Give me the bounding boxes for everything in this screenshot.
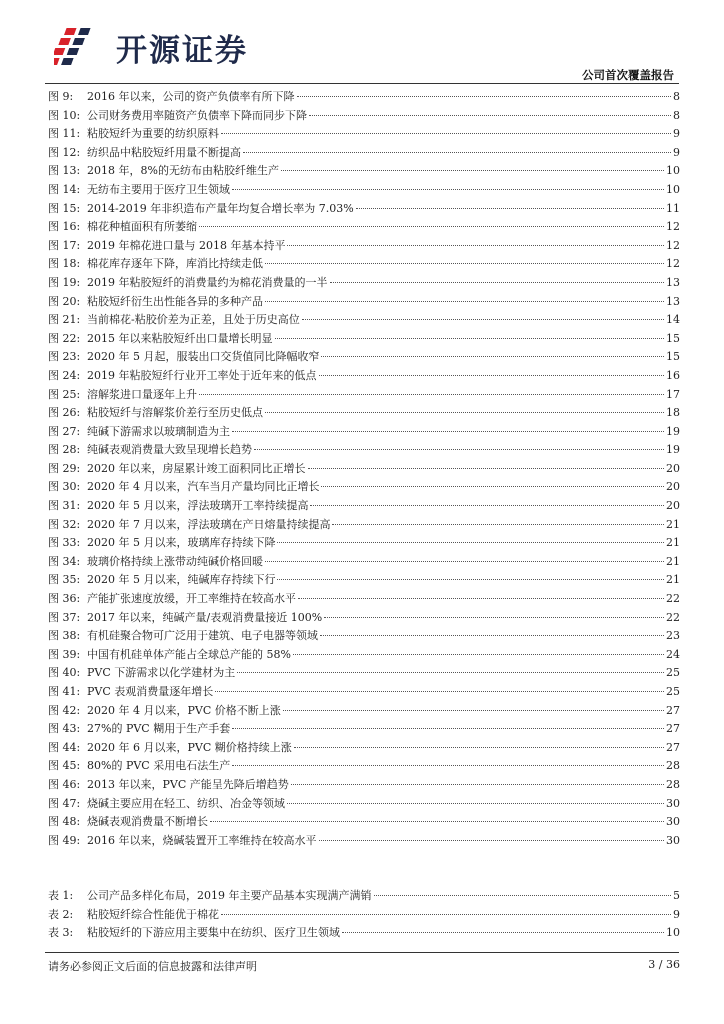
toc-entry[interactable] — [48, 497, 680, 516]
toc-entry-page: 13 — [666, 294, 680, 308]
toc-entry-title: 粘胶短纤衍生出性能各异的多种产品 — [87, 294, 263, 308]
toc-entry-title: 无纺布主要用于医疗卫生领域 — [87, 182, 230, 196]
toc-entry-page: 21 — [666, 536, 680, 550]
toc-entry-title: 2017 年以来，纯碱产量/表观消费量接近 100% — [87, 610, 323, 624]
toc-leader-dots — [265, 263, 664, 264]
toc-entry-title: 公司产品多样化布局，2019 年主要产品基本实现满产满销 — [87, 889, 372, 902]
toc-entry[interactable] — [48, 590, 680, 609]
toc-entry[interactable] — [48, 218, 680, 237]
toc-leader-dots — [265, 301, 664, 302]
toc-entry-page: 10 — [666, 926, 680, 940]
toc-entry-number: 图 10: — [48, 108, 81, 122]
toc-entry-title: 2019 年粘胶短纤行业开工率处于近年来的低点 — [87, 368, 317, 382]
toc-entry-title: 纯碱表观消费量大致呈现增长趋势 — [87, 443, 252, 457]
toc-leader-dots — [319, 840, 665, 841]
toc-entry-page: 23 — [666, 629, 680, 643]
toc-leader-dots — [215, 691, 664, 692]
toc-leader-dots — [232, 189, 664, 190]
toc-leader-dots — [374, 895, 672, 896]
toc-entry-title: 产能扩张速度放缓，开工率维持在较高水平 — [87, 592, 296, 606]
toc-entry[interactable] — [48, 795, 680, 814]
toc-entry[interactable] — [48, 887, 680, 906]
toc-entry[interactable] — [48, 237, 680, 256]
toc-entry-page: 25 — [666, 685, 680, 698]
toc-entry[interactable] — [48, 125, 680, 144]
toc-entry[interactable] — [48, 460, 680, 479]
footer-disclaimer: 请务必参阅正文后面的信息披露和法律声明 — [48, 960, 257, 973]
toc-leader-dots — [332, 524, 664, 525]
toc-entry[interactable] — [48, 813, 680, 832]
toc-leader-dots — [232, 765, 664, 766]
toc-entry-title: 纺织品中粘胶短纤用量不断提高 — [87, 145, 241, 159]
toc-entry[interactable] — [48, 423, 680, 442]
toc-entry-title: 2020 年 4 月以来，PVC 价格不断上涨 — [87, 703, 281, 717]
toc-leader-dots — [237, 672, 664, 673]
toc-leader-dots — [297, 96, 672, 97]
toc-entry[interactable] — [48, 107, 680, 126]
report-type-label: 公司首次覆盖报告 — [582, 68, 674, 82]
toc-leader-dots — [243, 152, 671, 153]
toc-leader-dots — [330, 282, 665, 283]
toc-entry-number: 图 34: — [48, 554, 81, 568]
toc-entry-page: 30 — [666, 815, 680, 829]
toc-entry-page: 19 — [666, 443, 680, 457]
toc-leader-dots — [320, 635, 664, 636]
toc-entry[interactable] — [48, 702, 680, 721]
toc-entry-page: 15 — [666, 350, 680, 364]
toc-leader-dots — [221, 914, 671, 915]
toc-leader-dots — [254, 449, 664, 450]
toc-entry-number: 表 3: — [48, 926, 74, 940]
toc-entry-number: 图 43: — [48, 722, 81, 736]
toc-entry-page: 30 — [666, 796, 680, 810]
toc-entry-title: 2018 年，8%的无纺布由粘胶纤维生产 — [87, 164, 279, 178]
brand-name: 开源证券 — [116, 32, 248, 69]
toc-entry-number: 图 19: — [48, 275, 81, 289]
toc-entry-page: 28 — [666, 777, 680, 791]
toc-leader-dots — [232, 728, 664, 729]
toc-entry-title: 2014-2019 年非织造布产量年均复合增长率为 7.03% — [87, 201, 354, 215]
toc-entry-page: 28 — [666, 759, 680, 773]
page-number: 3 / 36 — [648, 958, 680, 971]
toc-leader-dots — [277, 579, 664, 580]
toc-entry-page: 18 — [666, 406, 680, 420]
toc-entry-page: 12 — [666, 220, 680, 234]
toc-leader-dots — [199, 394, 664, 395]
toc-entry-page: 19 — [666, 424, 680, 438]
toc-leader-dots — [309, 115, 671, 116]
toc-entry-number: 图 38: — [48, 629, 81, 643]
toc-entry[interactable] — [48, 478, 680, 497]
toc-entry[interactable] — [48, 553, 680, 572]
toc-leader-dots — [287, 245, 664, 246]
toc-entry[interactable] — [48, 720, 680, 739]
toc-entry-title: 溶解浆进口量逐年上升 — [87, 387, 197, 401]
toc-entry-page: 8 — [673, 90, 680, 103]
toc-entry-number: 图 22: — [48, 331, 81, 345]
toc-entry-number: 图 13: — [48, 164, 81, 178]
toc-entry-number: 图 12: — [48, 145, 81, 159]
toc-entry-number: 表 1: — [48, 889, 74, 902]
toc-leader-dots — [277, 542, 664, 543]
toc-entry-page: 22 — [666, 610, 680, 624]
toc-entry-page: 20 — [666, 461, 680, 475]
toc-entry-page: 20 — [666, 499, 680, 513]
toc-leader-dots — [232, 431, 664, 432]
toc-entry[interactable] — [48, 776, 680, 795]
toc-entry[interactable] — [48, 924, 680, 943]
toc-entry[interactable] — [48, 404, 680, 423]
toc-entry-number: 图 39: — [48, 647, 81, 661]
toc-entry[interactable] — [48, 293, 680, 312]
toc-leader-dots — [275, 338, 665, 339]
toc-entry-number: 图 45: — [48, 759, 81, 773]
toc-entry-page: 20 — [666, 480, 680, 494]
toc-entry-page: 5 — [673, 889, 680, 902]
toc-leader-dots — [283, 710, 664, 711]
toc-leader-dots — [342, 932, 664, 933]
toc-entry-page: 21 — [666, 573, 680, 587]
toc-entry-title: 有机硅聚合物可广泛用于建筑、电子电器等领域 — [87, 629, 318, 643]
toc-entry-page: 10 — [666, 182, 680, 196]
toc-entry-title: 80%的 PVC 采用电石法生产 — [87, 759, 231, 773]
toc-entry-page: 27 — [666, 703, 680, 717]
toc-entry-page: 15 — [666, 331, 680, 345]
toc-leader-dots — [210, 821, 664, 822]
toc-entry-page: 27 — [666, 722, 680, 736]
toc-leader-dots — [265, 412, 664, 413]
toc-entry[interactable] — [48, 516, 680, 535]
toc-entry-number: 图 9: — [48, 90, 74, 103]
toc-entry-number: 图 48: — [48, 815, 81, 829]
toc-entry[interactable] — [48, 348, 680, 367]
toc-entry[interactable] — [48, 181, 680, 200]
toc-entry[interactable] — [48, 627, 680, 646]
toc-entry-number: 图 44: — [48, 740, 81, 754]
toc-entry-number: 图 49: — [48, 833, 81, 847]
toc-entry-page: 21 — [666, 554, 680, 568]
toc-entry[interactable] — [48, 664, 680, 683]
toc-entry-number: 图 35: — [48, 573, 81, 587]
toc-entry-title: 粘胶短纤为重要的纺织原料 — [87, 127, 219, 141]
toc-entry-title: 2020 年 5 月以来，纯碱库存持续下行 — [87, 573, 276, 587]
toc-entry-page: 9 — [673, 127, 680, 141]
toc-entry[interactable] — [48, 162, 680, 181]
toc-entry-number: 图 15: — [48, 201, 81, 215]
toc-entry[interactable] — [48, 330, 680, 349]
toc-entry[interactable] — [48, 646, 680, 665]
toc-entry-page: 16 — [666, 368, 680, 382]
toc-entry[interactable] — [48, 683, 680, 702]
toc-entry-title: 烧碱主要应用在轻工、纺织、冶金等领域 — [87, 796, 285, 810]
toc-entry-page: 9 — [673, 907, 680, 921]
toc-entry-page: 24 — [666, 647, 680, 661]
toc-entry[interactable] — [48, 757, 680, 776]
toc-entry[interactable] — [48, 367, 680, 386]
toc-entry-title: 纯碱下游需求以玻璃制造为主 — [87, 424, 230, 438]
toc-entry-number: 图 20: — [48, 294, 81, 308]
toc-entry-number: 图 26: — [48, 406, 81, 420]
toc-entry[interactable] — [48, 200, 680, 219]
toc-entry[interactable] — [48, 609, 680, 628]
toc-leader-dots — [319, 375, 665, 376]
toc-entry-number: 图 25: — [48, 387, 81, 401]
toc-entry-title: 中国有机硅单体产能占全球总产能的 58% — [87, 647, 291, 661]
toc-entry-page: 25 — [666, 666, 680, 680]
toc-leader-dots — [265, 561, 664, 562]
toc-entry-page: 30 — [666, 833, 680, 847]
toc-leader-dots — [302, 319, 664, 320]
toc-leader-dots — [356, 208, 664, 209]
toc-leader-dots — [321, 486, 664, 487]
table-list — [48, 887, 680, 943]
toc-entry-title: 27%的 PVC 糊用于生产手套 — [87, 722, 231, 736]
toc-entry-number: 图 36: — [48, 592, 81, 606]
toc-leader-dots — [291, 784, 664, 785]
toc-entry-title: 2020 年 5 月起，服装出口交货值同比降幅收窄 — [87, 350, 320, 364]
toc-entry-number: 图 32: — [48, 517, 81, 531]
toc-entry-title: 2020 年 7 月以来，浮法玻璃在产日熔量持续提高 — [87, 517, 331, 531]
toc-entry-number: 图 21: — [48, 313, 81, 327]
toc-entry-page: 13 — [666, 275, 680, 289]
toc-entry-page: 22 — [666, 592, 680, 606]
toc-entry-page: 12 — [666, 257, 680, 271]
brand-logo — [54, 24, 248, 70]
toc-leader-dots — [308, 468, 665, 469]
toc-entry-title: 粘胶短纤的下游应用主要集中在纺织、医疗卫生领域 — [87, 926, 340, 940]
toc-entry-number: 图 16: — [48, 220, 81, 234]
toc-entry-title: 2015 年以来粘胶短纤出口量增长明显 — [87, 331, 273, 345]
toc-entry-page: 27 — [666, 740, 680, 754]
toc-entry-title: 棉花库存逐年下降，库消比持续走低 — [87, 257, 263, 271]
toc-entry-number: 图 46: — [48, 777, 81, 791]
toc-entry-title: 2013 年以来，PVC 产能呈先降后增趋势 — [87, 777, 289, 791]
toc-entry-page: 11 — [666, 201, 680, 215]
toc-entry-page: 21 — [666, 517, 680, 531]
toc-entry-number: 图 37: — [48, 610, 81, 624]
toc-entry-title: 2019 年粘胶短纤的消费量约为棉花消费量的一半 — [87, 275, 328, 289]
footer-divider — [45, 952, 679, 953]
toc-leader-dots — [294, 747, 664, 748]
toc-entry-page: 12 — [666, 238, 680, 252]
toc-entry-number: 图 23: — [48, 350, 81, 364]
toc-entry-page: 8 — [673, 108, 680, 122]
toc-entry-title: 当前棉花-粘胶价差为正差，且处于历史高位 — [87, 313, 300, 327]
toc-entry-number: 图 18: — [48, 257, 81, 271]
toc-leader-dots — [298, 598, 664, 599]
toc-entry-title: 烧碱表观消费量不断增长 — [87, 815, 208, 829]
toc-entry[interactable] — [48, 88, 680, 107]
toc-entry[interactable] — [48, 906, 680, 925]
toc-entry-number: 图 31: — [48, 499, 81, 513]
toc-entry[interactable] — [48, 832, 680, 851]
toc-entry[interactable] — [48, 255, 680, 274]
toc-entry-page: 14 — [666, 313, 680, 327]
toc-entry-number: 图 41: — [48, 685, 81, 698]
toc-entry-number: 图 40: — [48, 666, 81, 680]
toc-entry-number: 图 27: — [48, 424, 81, 438]
toc-entry[interactable] — [48, 144, 680, 163]
toc-entry-title: 2016 年以来，烧碱装置开工率维持在较高水平 — [87, 833, 317, 847]
toc-leader-dots — [199, 226, 664, 227]
toc-entry[interactable] — [48, 571, 680, 590]
toc-entry[interactable] — [48, 441, 680, 460]
toc-entry-title: 2020 年以来，房屋累计竣工面积同比正增长 — [87, 461, 306, 475]
header-divider — [45, 83, 679, 84]
toc-entry-title: PVC 下游需求以化学建材为主 — [87, 666, 236, 680]
toc-entry-title: 粘胶短纤综合性能优于棉花 — [87, 907, 219, 921]
toc-entry-title: 玻璃价格持续上涨带动纯碱价格回暖 — [87, 554, 263, 568]
toc-entry[interactable] — [48, 311, 680, 330]
toc-entry[interactable] — [48, 386, 680, 405]
toc-entry-number: 图 14: — [48, 182, 81, 196]
toc-leader-dots — [221, 133, 671, 134]
toc-entry-number: 图 11: — [48, 127, 81, 141]
toc-leader-dots — [293, 654, 664, 655]
toc-entry-title: 2020 年 4 月以来，汽车当月产量均同比正增长 — [87, 480, 320, 494]
toc-entry-page: 17 — [666, 387, 680, 401]
toc-entry-title: 2020 年 5 月以来，浮法玻璃开工率持续提高 — [87, 499, 309, 513]
toc-entry-title: 棉花种植面积有所萎缩 — [87, 220, 197, 234]
toc-entry-number: 图 30: — [48, 480, 81, 494]
toc-entry-title: 粘胶短纤与溶解浆价差行至历史低点 — [87, 406, 263, 420]
toc-entry-page: 9 — [673, 145, 680, 159]
toc-entry-number: 图 28: — [48, 443, 81, 457]
toc-entry-title: 公司财务费用率随资产负债率下降而同步下降 — [87, 108, 307, 122]
toc-entry-page: 10 — [666, 164, 680, 178]
toc-entry[interactable] — [48, 739, 680, 758]
toc-leader-dots — [310, 505, 664, 506]
toc-leader-dots — [281, 170, 664, 171]
figure-list — [48, 88, 680, 850]
toc-leader-dots — [287, 803, 664, 804]
toc-entry-number: 图 33: — [48, 536, 81, 550]
toc-entry-number: 图 24: — [48, 368, 81, 382]
toc-entry-number: 表 2: — [48, 907, 74, 921]
toc-entry-number: 图 47: — [48, 796, 81, 810]
toc-entry-title: 2020 年 6 月以来，PVC 糊价格持续上涨 — [87, 740, 292, 754]
toc-leader-dots — [321, 356, 664, 357]
toc-entry-title: PVC 表观消费量逐年增长 — [87, 685, 214, 698]
toc-entry-number: 图 29: — [48, 461, 81, 475]
toc-entry-number: 图 42: — [48, 703, 81, 717]
toc-leader-dots — [324, 617, 664, 618]
toc-entry-title: 2019 年棉花进口量与 2018 年基本持平 — [87, 238, 286, 252]
toc-entry[interactable] — [48, 274, 680, 293]
toc-entry-title: 2016 年以来，公司的资产负债率有所下降 — [87, 90, 295, 103]
toc-entry[interactable] — [48, 534, 680, 553]
toc-entry-number: 图 17: — [48, 238, 81, 252]
toc-entry-title: 2020 年 5 月以来，玻璃库存持续下降 — [87, 536, 276, 550]
kaiyuan-logo-icon — [54, 24, 106, 70]
